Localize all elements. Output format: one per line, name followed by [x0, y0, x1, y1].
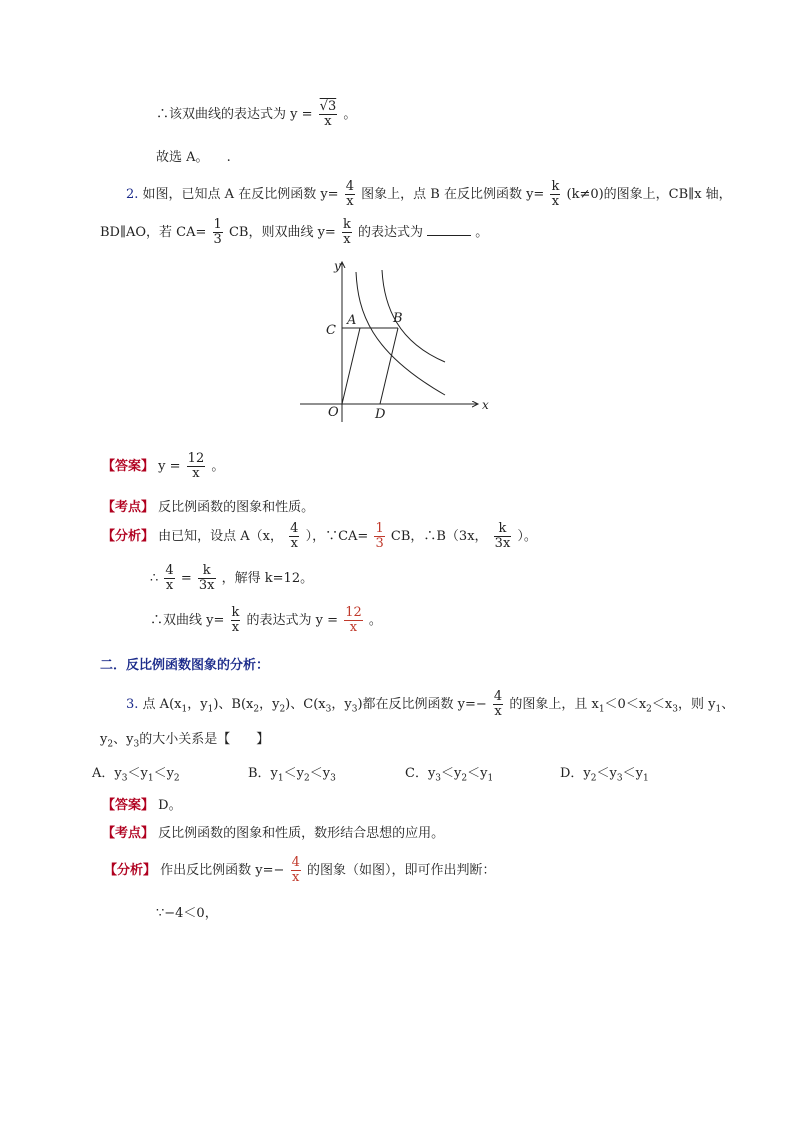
question-text: ，y: [187, 697, 208, 712]
y-axis-label: y: [334, 259, 341, 273]
subscript: 1: [181, 704, 188, 715]
option-d[interactable]: [560, 762, 649, 784]
subscript: 1: [147, 773, 154, 784]
subscript: 3: [325, 704, 332, 715]
question-3-line-2: [100, 728, 269, 750]
subscript: 3: [351, 704, 358, 715]
fenxi-text: 作出反比例函数 y=−: [160, 863, 285, 878]
fenxi-2-line-3: [150, 606, 382, 635]
twelve-over-x-fraction: [187, 452, 206, 481]
fenxi-text: CB，∴B（3x，: [390, 529, 488, 544]
choose-line: [156, 146, 231, 165]
option-a[interactable]: [92, 762, 180, 784]
fenxi-2-line-1: [102, 522, 537, 551]
option-label: B．y: [248, 766, 278, 781]
origin-label: O: [328, 405, 339, 420]
fraction-numerator: 4: [290, 521, 299, 536]
fraction-denominator: x: [187, 466, 206, 481]
subscript: 3: [616, 773, 623, 784]
k-over-x-fraction: [550, 180, 560, 209]
conclusion-text: ∴该双曲线的表达式为 y =: [156, 107, 313, 122]
segment-bd: [380, 328, 398, 404]
fraction-denominator: 3: [375, 536, 384, 551]
fraction-numerator: 1: [213, 217, 222, 232]
option-text: ＜y: [622, 766, 643, 781]
one-third-fraction: [213, 218, 223, 247]
point-d-label: D: [375, 407, 386, 422]
question-number: 3.: [126, 697, 139, 712]
fraction-denominator: x: [551, 194, 560, 209]
fenxi-text: ∴: [150, 571, 159, 586]
question-text: 的图象上，且 x: [509, 697, 599, 712]
question-3-line-1: [126, 690, 734, 719]
kaodian-tag: 【考点】: [102, 826, 155, 841]
point-b-label: B: [393, 311, 403, 326]
question-text: 。: [475, 225, 489, 240]
twelve-over-x-fraction: [344, 606, 363, 635]
equals-sign: =: [180, 571, 192, 586]
kaodian-3-line: [102, 822, 444, 841]
four-over-x-fraction: [493, 690, 503, 719]
kaodian-text: 反比例函数的图象和性质。: [158, 500, 315, 515]
fenxi-3-line-2: ∵−4＜0，: [156, 906, 218, 921]
fraction-numerator: 4: [165, 563, 174, 578]
option-c[interactable]: [405, 762, 493, 784]
answer-blank: [427, 223, 471, 236]
question-number: 2.: [126, 187, 139, 202]
subscript: 2: [646, 704, 652, 715]
option-text: ＜y: [283, 766, 304, 781]
option-text: ＜y: [467, 766, 488, 781]
fraction-numerator: k: [202, 563, 211, 578]
section-title: 二．反比例函数图象的分析：: [100, 658, 270, 673]
question-text: CB，则双曲线 y=: [228, 225, 336, 240]
question-text: ＜0＜x: [604, 697, 647, 712]
question-text: 、y: [113, 732, 134, 747]
subscript: 1: [277, 773, 284, 784]
outer-hyperbola-curve: [382, 270, 445, 362]
subscript: 2: [461, 773, 468, 784]
question-text: )、B(x: [213, 697, 254, 712]
fraction-denominator: 3x: [494, 536, 511, 551]
fraction-numerator: k: [342, 217, 351, 232]
question-text: )都在反比例函数 y=−: [357, 697, 487, 712]
kaodian-tag: 【考点】: [102, 500, 155, 515]
fenxi-text: 。: [368, 613, 382, 628]
subscript: 2: [279, 704, 286, 715]
question-text: 如图，已知点 A 在反比例函数 y=: [142, 187, 339, 202]
subscript: 2: [173, 773, 180, 784]
fraction-numerator: 4: [291, 855, 300, 870]
fraction-numerator: k: [551, 179, 560, 194]
fenxi-text: ）。: [517, 529, 537, 544]
four-over-x-fraction: [289, 522, 299, 551]
answer-text: D。: [158, 798, 182, 813]
subscript: 2: [253, 704, 260, 715]
option-label: A．y: [92, 766, 122, 781]
option-text: ＜y: [441, 766, 462, 781]
answer-2-line: [102, 452, 224, 481]
x-axis-label: x: [482, 398, 489, 412]
kaodian-2-line: [102, 496, 314, 515]
question-text: 的表达式为: [358, 225, 424, 240]
question-text: y: [100, 732, 108, 747]
subscript: 2: [590, 773, 597, 784]
fraction-denominator: x: [290, 536, 298, 551]
answer-3-line: [102, 794, 182, 813]
question-text: 图象上，点 B 在反比例函数 y=: [361, 187, 545, 202]
option-text: ＜y: [309, 766, 331, 781]
fraction-denominator: 3: [213, 232, 222, 247]
stray-dot: .: [226, 150, 231, 165]
fraction-numerator: √3: [319, 99, 337, 114]
subscript: 1: [715, 704, 722, 715]
subscript: 3: [121, 773, 128, 784]
question-text: ，y: [331, 697, 352, 712]
fraction-numerator: 1: [375, 521, 384, 536]
fraction-numerator: 12: [345, 605, 362, 620]
fenxi-text: 的图象（如图），即可作出判断：: [306, 863, 496, 878]
fraction-denominator: x: [344, 620, 363, 635]
subscript: 1: [642, 773, 649, 784]
k-over-3x-fraction: [494, 522, 512, 551]
question-text: (k≠0)的图象上，CB∥x 轴，: [566, 187, 732, 202]
fraction-numerator: k: [498, 521, 507, 536]
subscript: 3: [133, 739, 140, 750]
fenxi-3-line-1: [104, 856, 496, 885]
fraction-denominator: 3x: [198, 578, 215, 593]
subscript: 1: [598, 704, 605, 715]
four-over-x-fraction: [345, 180, 355, 209]
subscript: 1: [487, 773, 494, 784]
fenxi-text: ∴双曲线 y=: [150, 613, 225, 628]
question-text: 的大小关系是【 】: [139, 732, 270, 747]
question-text: ，y: [259, 697, 280, 712]
fenxi-text: ），∵CA=: [305, 529, 369, 544]
choose-text: 故选 A。: [156, 150, 209, 165]
fraction-numerator: 12: [187, 451, 205, 466]
subscript: 1: [207, 704, 214, 715]
fraction-denominator: x: [494, 704, 502, 719]
question-text: 、: [721, 697, 735, 712]
fenxi-2-line-2: [150, 564, 313, 593]
one-third-fraction: [374, 522, 384, 551]
option-label: D．y: [560, 766, 591, 781]
option-text: ＜y: [596, 766, 617, 781]
fenxi-tag: 【分析】: [102, 529, 155, 544]
question-2-line-1: [126, 180, 732, 209]
option-label: C．y: [405, 766, 436, 781]
point-a-label: A: [347, 313, 357, 328]
option-text: ＜y: [153, 766, 174, 781]
four-over-x-fraction: [164, 564, 174, 593]
conclusion-end: 。: [343, 107, 357, 122]
answer-text: y =: [158, 459, 181, 474]
fraction-denominator: x: [231, 620, 240, 635]
inner-hyperbola-curve: [356, 272, 445, 395]
question-text: BD∥AO，若 CA=: [100, 225, 207, 240]
subscript: 2: [304, 773, 310, 784]
fenxi-text: 由已知，设点 A（x，: [158, 529, 284, 544]
answer-end: 。: [211, 459, 225, 474]
point-c-label: C: [326, 323, 336, 338]
fraction-denominator: x: [319, 114, 338, 129]
answer-tag: 【答案】: [102, 459, 155, 474]
kaodian-text: 反比例函数的图象和性质，数形结合思想的应用。: [158, 826, 445, 841]
option-text: ＜y: [127, 766, 148, 781]
fenxi-text: 的表达式为 y =: [246, 613, 339, 628]
option-b[interactable]: [248, 762, 336, 784]
conclusion-line: [156, 100, 356, 129]
fenxi-tag: 【分析】: [104, 863, 157, 878]
subscript: 3: [330, 773, 336, 784]
fraction-numerator: 4: [493, 689, 503, 704]
hyperbola-graph: [290, 252, 500, 427]
segment-ao: [342, 328, 360, 404]
sqrt3-over-x-fraction: [319, 100, 338, 129]
k-over-3x-fraction: [198, 564, 216, 593]
question-2-line-2: [100, 218, 488, 247]
k-over-x-fraction: [342, 218, 352, 247]
k-over-x-fraction: [231, 606, 241, 635]
fraction-numerator: k: [231, 605, 240, 620]
fraction-numerator: 4: [345, 179, 354, 194]
subscript: 3: [435, 773, 442, 784]
fenxi-text: ，解得 k=12。: [221, 571, 314, 586]
question-text: ，则 y: [677, 697, 716, 712]
fraction-denominator: x: [165, 578, 174, 593]
question-text: ＜x: [651, 697, 673, 712]
four-over-x-fraction: [291, 856, 301, 885]
subscript: 3: [672, 704, 678, 715]
question-text: 点 A(x: [142, 697, 182, 712]
fraction-denominator: x: [343, 232, 351, 247]
fraction-denominator: x: [292, 870, 300, 885]
question-text: )、C(x: [285, 697, 326, 712]
answer-tag: 【答案】: [102, 798, 155, 813]
subscript: 2: [107, 739, 114, 750]
fraction-denominator: x: [346, 194, 354, 209]
